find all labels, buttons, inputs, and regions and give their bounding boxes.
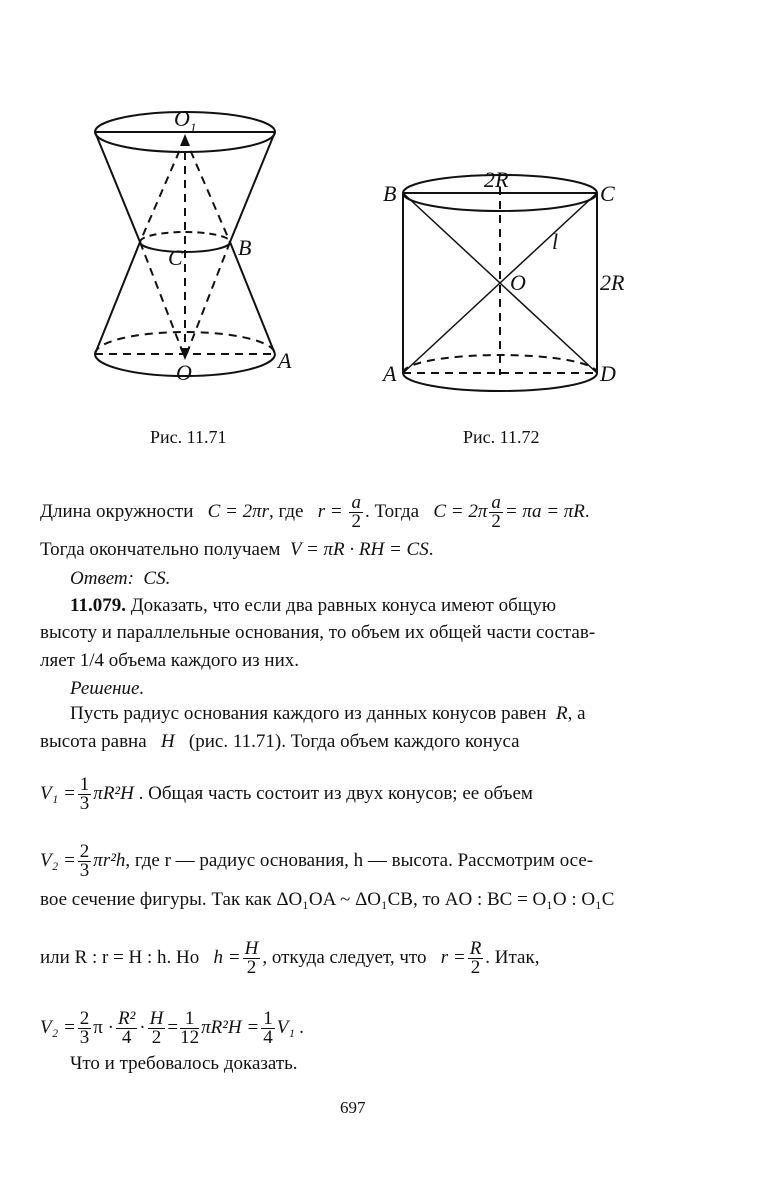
- figure-11-72: [380, 165, 640, 395]
- caption-fig-71: Рис. 11.71: [150, 427, 227, 447]
- solution-line-1: Пусть радиус основания каждого из данных конусов равен R, а: [70, 703, 586, 724]
- label-a: A: [383, 361, 397, 386]
- solution-line-2: высота равна H (рис. 11.71). Тогда объем каждого конуса: [40, 731, 520, 752]
- label-b: B: [238, 235, 252, 260]
- solution-line-4: V₂ = $\frac{2}{3}$ πr²h, где r — радиус основания, h — высота. Рассмотрим осе-: [40, 841, 594, 881]
- label-c: C: [600, 181, 615, 206]
- caption-fig-72: Рис. 11.72: [463, 427, 540, 447]
- final-line: Что и требовалось доказать.: [70, 1053, 298, 1074]
- label-l: l: [552, 229, 559, 254]
- solution-line-5: вое сечение фигуры. Так как ΔO₁OA ~ ΔO₁CB, то AO : BC = O₁O : O₁C: [40, 889, 615, 910]
- label-a: A: [278, 348, 292, 373]
- solution-line-7: V₂ = $\frac{2}{3}$ π · $\frac{\text{R²}}{4}$ · $\frac{H}{2}$ = $\frac{1}{12}$ πR²H = $\frac{1}{4}$ V₁ .: [40, 1008, 305, 1048]
- solution-label: Решение.: [70, 678, 145, 699]
- label-2r-right: 2R: [600, 270, 625, 295]
- problem-line-1: 11.079. Доказать, что если два равных конуса имеют общую: [70, 595, 557, 616]
- label-c: C: [168, 245, 183, 270]
- solution-line-3: V₁ = $\frac{1}{3}$ πR²H . Общая часть состоит из двух конусов; ее объем: [40, 774, 533, 814]
- label-d: D: [600, 361, 616, 386]
- text-line-1: Длина окружности C = 2πr, где r = $\frac{a}{2}$ . Тогда C = 2π $\frac{a}{2}$ = πa = πR.: [40, 492, 590, 532]
- figure-11-71: [80, 90, 400, 500]
- label-o: O: [176, 360, 192, 385]
- label-b: B: [383, 181, 397, 206]
- page-number: 697: [340, 1098, 366, 1117]
- problem-line-3: ляет 1/4 объема каждого из них.: [40, 650, 300, 671]
- label-o: O: [510, 270, 526, 295]
- answer-line: Ответ: CS.: [70, 568, 171, 589]
- text-line-2: Тогда окончательно получаем V = πR · RH = CS.: [40, 539, 434, 560]
- label-2r-top: 2R: [484, 167, 509, 192]
- solution-line-6: или R : r = H : h. Но h = $\frac{H}{2}$ , откуда следует, что r = $\frac{R}{2}$ . Итак,: [40, 938, 540, 978]
- label-o1: O: [174, 106, 190, 131]
- problem-line-2: высоту и параллельные основания, то объем их общей части состав-: [40, 622, 596, 643]
- label-o1-sub: 1: [190, 120, 197, 135]
